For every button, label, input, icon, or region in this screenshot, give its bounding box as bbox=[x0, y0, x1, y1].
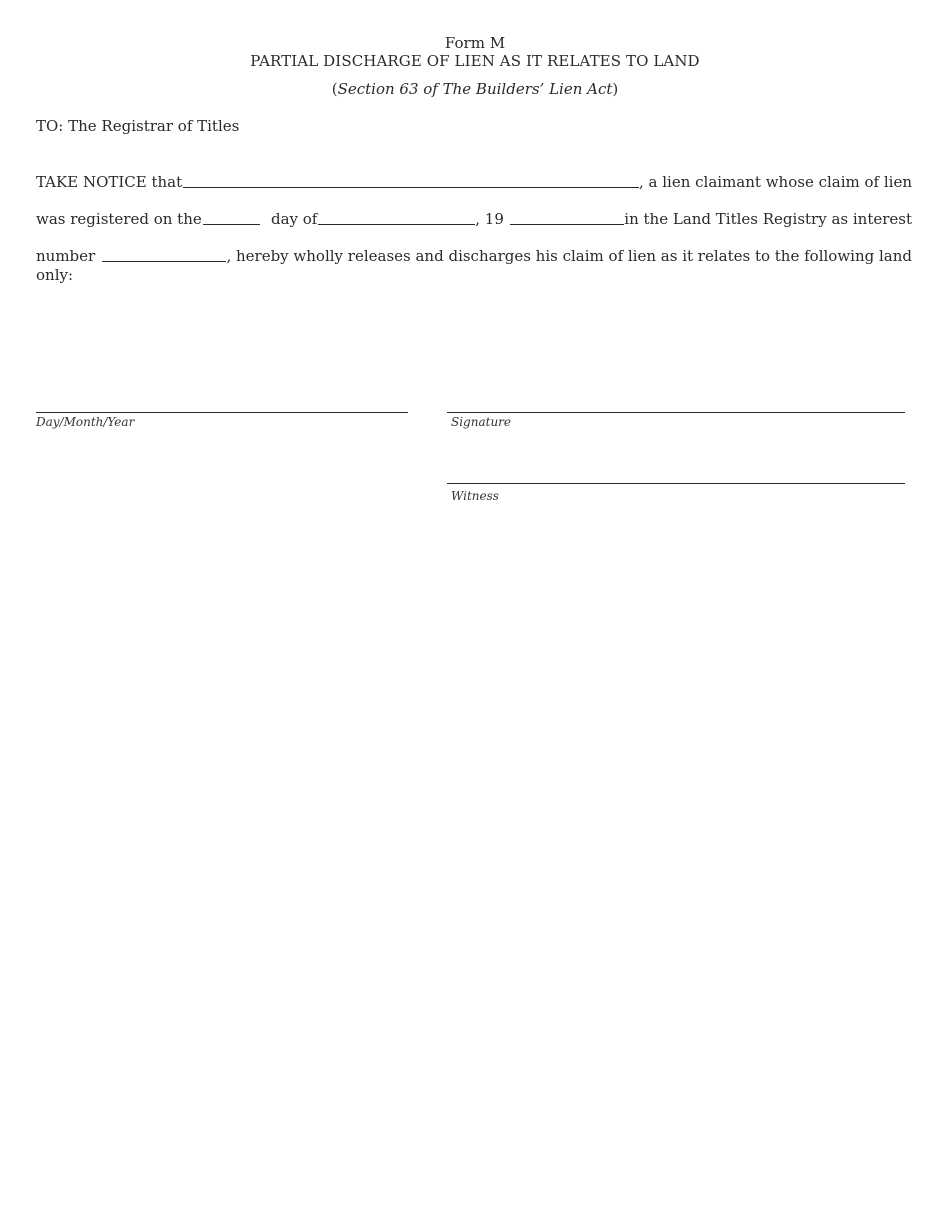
interest-number-line bbox=[36, 247, 912, 265]
take-notice-text: TAKE NOTICE that bbox=[36, 173, 183, 191]
day-blank[interactable] bbox=[203, 210, 260, 225]
witness-label: Witness bbox=[451, 489, 499, 503]
date-label: Day/Month/Year bbox=[36, 415, 135, 429]
addressee-line: TO: The Registrar of Titles bbox=[36, 117, 240, 135]
interest-number-blank[interactable] bbox=[102, 247, 226, 262]
section-close-paren: ) bbox=[612, 80, 619, 98]
date-signature-line[interactable] bbox=[36, 412, 408, 413]
signature-line[interactable] bbox=[447, 412, 905, 413]
registry-text: in the Land Titles Registry as interest bbox=[624, 210, 913, 228]
form-number: Form M bbox=[444, 34, 506, 52]
only-text: only: bbox=[36, 266, 74, 284]
take-notice-line bbox=[36, 173, 912, 191]
registered-on-text: was registered on the bbox=[36, 210, 202, 228]
form-section-reference bbox=[0, 80, 950, 98]
signature-label: Signature bbox=[451, 415, 512, 429]
year-prefix-text: , 19 bbox=[475, 210, 504, 228]
witness-line[interactable] bbox=[447, 483, 905, 484]
lien-claimant-text: , a lien claimant whose claim of lien bbox=[639, 173, 912, 191]
year-blank[interactable] bbox=[510, 210, 624, 225]
month-blank[interactable] bbox=[318, 210, 475, 225]
claimant-name-blank[interactable] bbox=[183, 173, 639, 188]
registered-line bbox=[36, 210, 912, 228]
number-text: number bbox=[36, 247, 96, 265]
releases-text: , hereby wholly releases and discharges his claim of lien as it relates to the following land bbox=[226, 247, 912, 265]
form-title: PARTIAL DISCHARGE OF LIEN AS IT RELATES TO LAND bbox=[250, 52, 700, 70]
day-of-text: day of bbox=[270, 210, 318, 228]
section-reference-text: Section 63 of The Builders’ Lien Act bbox=[337, 80, 613, 98]
section-open-paren: ( bbox=[331, 80, 338, 98]
